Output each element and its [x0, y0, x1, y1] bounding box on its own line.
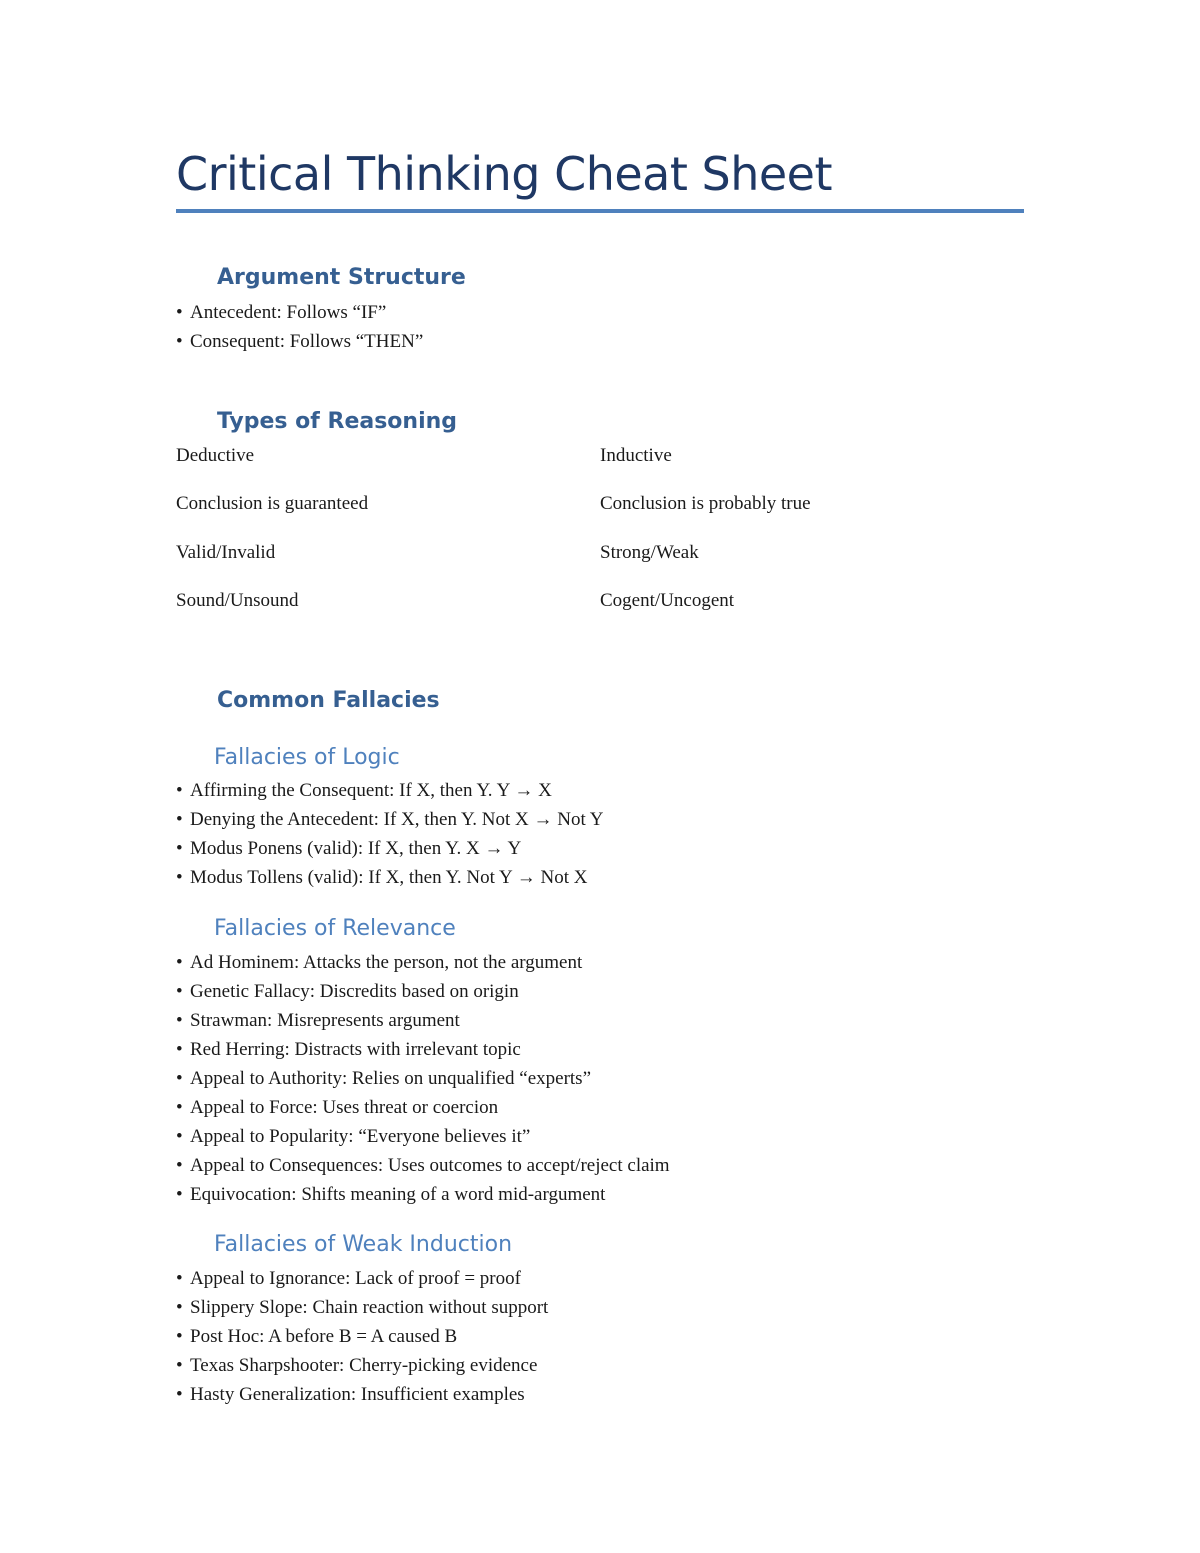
- list-item: • Slippery Slope: Chain reaction without support: [176, 1293, 548, 1322]
- bullet: •: [176, 1010, 183, 1031]
- inductive-cell: Inductive: [600, 445, 672, 466]
- inductive-cell: Conclusion is probably true: [600, 493, 811, 514]
- list-item: • Ad Hominem: Attacks the person, not the argument: [176, 948, 670, 977]
- deductive-cell: Conclusion is guaranteed: [176, 493, 369, 514]
- reasoning-row: [176, 490, 1024, 518]
- list-item: • Antecedent: Follows “IF”: [176, 298, 423, 327]
- list-item: • Genetic Fallacy: Discredits based on origin: [176, 977, 670, 1006]
- bullet: •: [176, 331, 183, 352]
- list-item: • Appeal to Popularity: “Everyone believes it”: [176, 1122, 670, 1151]
- deductive-cell: Sound/Unsound: [176, 590, 299, 611]
- bullet: •: [176, 867, 183, 888]
- fallacies-of-relevance-heading: Fallacies of Relevance: [214, 916, 456, 941]
- deductive-cell: Deductive: [176, 445, 255, 466]
- bullet: •: [176, 302, 183, 323]
- list-item: • Appeal to Consequences: Uses outcomes to accept/reject claim: [176, 1151, 670, 1180]
- bullet: •: [176, 981, 183, 1002]
- bullet: •: [176, 952, 183, 973]
- fallacies-of-weak-induction-heading: Fallacies of Weak Induction: [214, 1232, 513, 1257]
- argument-structure-list: [176, 298, 423, 356]
- bullet: •: [176, 1297, 183, 1318]
- bullet: •: [176, 780, 183, 801]
- list-item: • Modus Tollens (valid): If X, then Y. Not Y → Not X: [176, 863, 604, 892]
- fallacies-of-logic-list: [176, 776, 604, 892]
- bullet: •: [176, 809, 183, 830]
- inductive-cell: Cogent/Uncogent: [600, 590, 735, 611]
- reasoning-row: [176, 539, 1024, 567]
- reasoning-row: [176, 442, 1024, 470]
- deductive-cell: Valid/Invalid: [176, 542, 276, 563]
- list-item: • Consequent: Follows “THEN”: [176, 327, 423, 356]
- list-item: • Appeal to Ignorance: Lack of proof = proof: [176, 1264, 548, 1293]
- bullet: •: [176, 1268, 183, 1289]
- bullet: •: [176, 1097, 183, 1118]
- bullet: •: [176, 1155, 183, 1176]
- list-item: • Appeal to Force: Uses threat or coercion: [176, 1093, 670, 1122]
- page-title: Critical Thinking Cheat Sheet: [176, 147, 833, 201]
- bullet: •: [176, 1384, 183, 1405]
- title-underline: [176, 209, 1024, 213]
- list-item: • Hasty Generalization: Insufficient examples: [176, 1380, 548, 1409]
- fallacies-of-weak-induction-list: [176, 1264, 548, 1409]
- argument-structure-heading: Argument Structure: [217, 265, 466, 290]
- bullet: •: [176, 1326, 183, 1347]
- list-item: • Affirming the Consequent: If X, then Y. Y → X: [176, 776, 604, 805]
- list-item: • Appeal to Authority: Relies on unqualified “experts”: [176, 1064, 670, 1093]
- bullet: •: [176, 838, 183, 859]
- bullet: •: [176, 1184, 183, 1205]
- fallacies-of-logic-heading: Fallacies of Logic: [214, 745, 400, 770]
- bullet: •: [176, 1039, 183, 1060]
- list-item: • Modus Ponens (valid): If X, then Y. X → Y: [176, 834, 604, 863]
- list-item: • Denying the Antecedent: If X, then Y. Not X → Not Y: [176, 805, 604, 834]
- list-item: • Red Herring: Distracts with irrelevant topic: [176, 1035, 670, 1064]
- list-item: • Strawman: Misrepresents argument: [176, 1006, 670, 1035]
- inductive-cell: Strong/Weak: [600, 542, 699, 563]
- types-of-reasoning-heading: Types of Reasoning: [217, 409, 458, 434]
- bullet: •: [176, 1126, 183, 1147]
- bullet: •: [176, 1355, 183, 1376]
- fallacies-of-relevance-list: [176, 948, 670, 1209]
- reasoning-row: [176, 587, 1024, 615]
- list-item: • Texas Sharpshooter: Cherry-picking evidence: [176, 1351, 548, 1380]
- list-item: • Post Hoc: A before B = A caused B: [176, 1322, 548, 1351]
- bullet: •: [176, 1068, 183, 1089]
- list-item: • Equivocation: Shifts meaning of a word mid-argument: [176, 1180, 670, 1209]
- common-fallacies-heading: Common Fallacies: [217, 688, 440, 713]
